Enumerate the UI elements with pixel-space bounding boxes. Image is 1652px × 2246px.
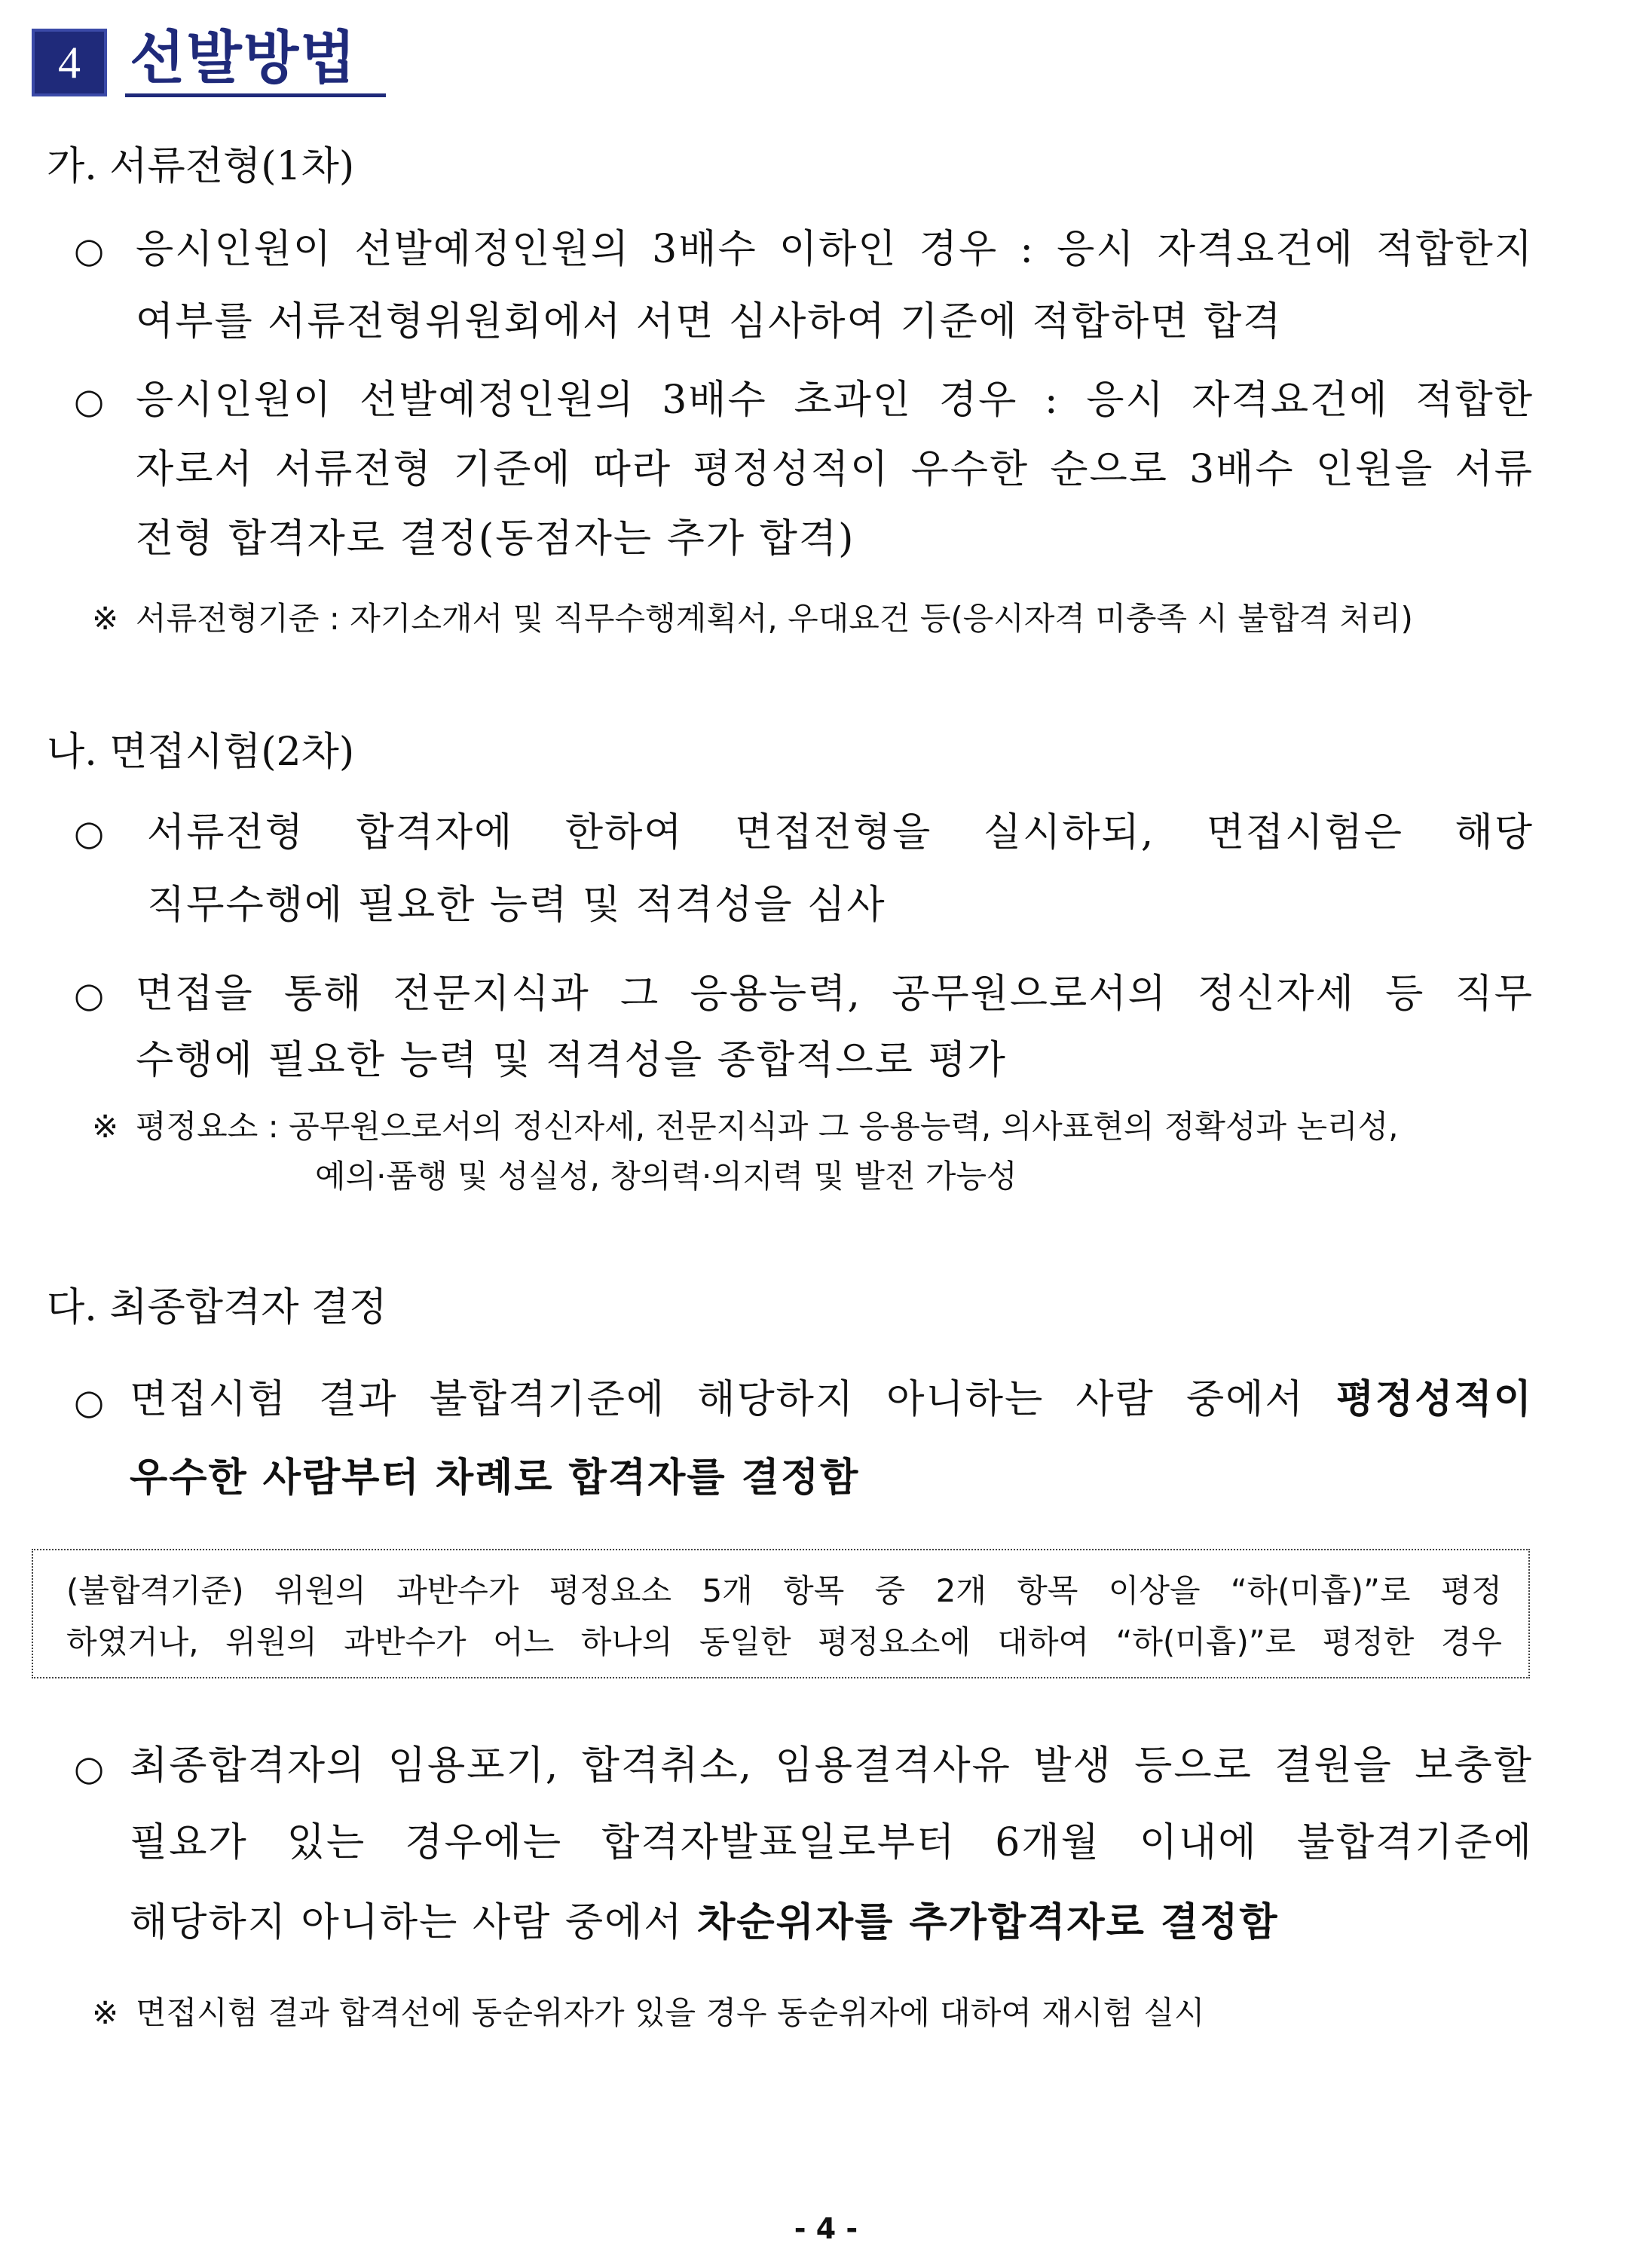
paragraph-na-1-line1: 서류전형 합격자에 한하여 면접전형을 실시하되, 면접시험은 해당 <box>147 810 1534 855</box>
paragraph-na-2-line2: 수행에 필요한 능력 및 적격성을 종합적으로 평가 <box>136 1038 1007 1083</box>
paragraph-ga-2-line3: 전형 합격자로 결정(동점자는 추가 합격) <box>136 516 855 562</box>
note-mark: ※ <box>92 1994 119 2031</box>
paragraph-ga-2-line2: 자로서 서류전형 기준에 따라 평정성적이 우수한 순으로 3배수 인원을 서류 <box>136 447 1534 492</box>
note-na-text-line1: 평정요소 : 공무원으로서의 정신자세, 전문지식과 그 응용능력, 의사표현의 정확성과 논리성, <box>136 1108 1399 1145</box>
bullet-da-1: ○ <box>74 1382 105 1422</box>
paragraph-da-1-emphasis-2: 우수한 사람부터 차례로 합격자를 결정함 <box>130 1455 860 1501</box>
paragraph-ga-2-line1: 응시인원이 선발예정인원의 3배수 초과인 경우 : 응시 자격요건에 적합한 <box>136 378 1534 423</box>
note-ga <box>92 595 1413 642</box>
paragraph-da-2-normal: 해당하지 아니하는 사람 중에서 <box>130 1900 698 1945</box>
heading-da: 다. 최종합격자 결정 <box>47 1285 387 1330</box>
paragraph-da-2-emphasis: 차순위자를 추가합격자로 결정함 <box>697 1900 1279 1945</box>
criteria-line1: (불합격기준) 위원의 과반수가 평정요소 5개 항목 중 2개 항목 이상을 “하(미흡)”로 평정 <box>66 1572 1502 1609</box>
bullet-na-1: ○ <box>74 812 105 853</box>
paragraph-da-2-line1: 최종합격자의 임용포기, 합격취소, 임용결격사유 발생 등으로 결원을 보충할 <box>130 1743 1533 1789</box>
note-da <box>92 1990 1204 2036</box>
page-number: - 4 - <box>794 2212 858 2245</box>
heading-ga: 가. 서류전형(1차) <box>47 144 355 189</box>
note-na <box>92 1103 1399 1150</box>
heading-na: 나. 면접시험(2차) <box>47 730 355 775</box>
note-da-text: 면접시험 결과 합격선에 동순위자가 있을 경우 동순위자에 대하여 재시험 실시 <box>136 1994 1205 2031</box>
paragraph-da-2-line3 <box>130 1887 1533 1959</box>
criteria-line2: 하였거나, 위원의 과반수가 어느 하나의 동일한 평정요소에 대하여 “하(미흡)”로 평정한 경우 <box>66 1623 1502 1660</box>
paragraph-na-2-line1: 면접을 통해 전문지식과 그 응용능력, 공무원으로서의 정신자세 등 직무 <box>136 972 1534 1017</box>
bullet-da-2: ○ <box>74 1748 105 1789</box>
note-mark: ※ <box>92 1108 119 1145</box>
note-mark: ※ <box>92 600 119 637</box>
section-number: 4 <box>58 38 81 87</box>
note-na-text-line2: 예의·품행 및 성실성, 창의력·의지력 및 발전 가능성 <box>315 1158 1017 1195</box>
section-title: 선발방법 <box>130 24 357 91</box>
note-ga-text: 서류전형기준 : 자기소개서 및 직무수행계획서, 우대요건 등(응시자격 미충족 시 불합격 처리) <box>136 600 1413 637</box>
paragraph-ga-1-line2: 여부를 서류전형위원회에서 서면 심사하여 기준에 적합하면 합격 <box>136 299 1283 344</box>
paragraph-da-1-normal: 면접시험 결과 불합격기준에 해당하지 아니하는 사람 중에서 <box>130 1377 1336 1422</box>
paragraph-da-2-line2: 필요가 있는 경우에는 합격자발표일로부터 6개월 이내에 불합격기준에 <box>130 1820 1533 1865</box>
paragraph-da-1-emphasis: 평정성적이 <box>1335 1377 1533 1422</box>
paragraph-ga-1-line1: 응시인원이 선발예정인원의 3배수 이하인 경우 : 응시 자격요건에 적합한지 <box>136 227 1534 272</box>
section-title-underline <box>125 93 386 97</box>
paragraph-da-1-line2 <box>130 1443 1533 1514</box>
paragraph-na-1-line2: 직무수행에 필요한 능력 및 적격성을 심사 <box>147 883 886 928</box>
paragraph-da-1-line1 <box>130 1364 1533 1436</box>
bullet-ga-1: ○ <box>74 230 105 271</box>
bullet-na-2: ○ <box>74 975 105 1015</box>
bullet-ga-2: ○ <box>74 381 105 421</box>
section-number-box <box>32 29 107 96</box>
